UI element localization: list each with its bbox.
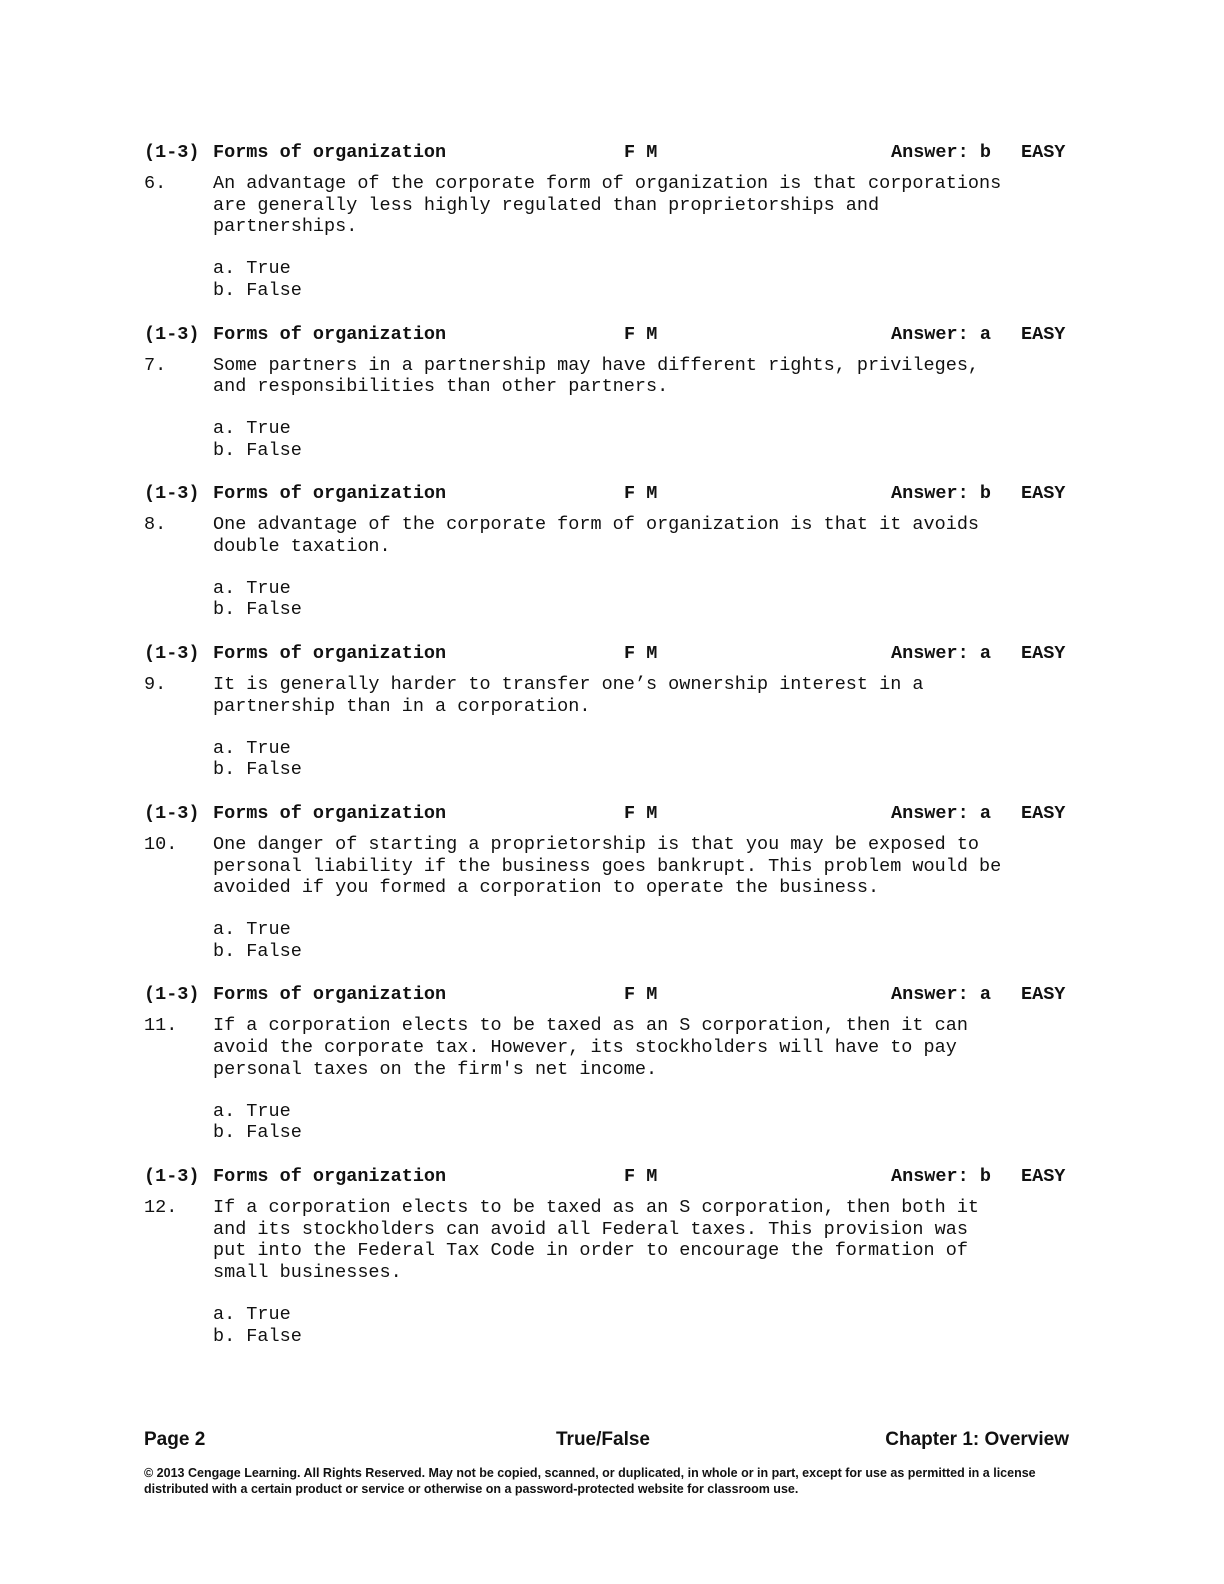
question-topic: Forms of organization <box>213 984 447 1006</box>
question-item <box>144 481 1074 621</box>
question-level: F M <box>624 483 658 505</box>
question-options <box>213 1304 1074 1347</box>
question-section: (1-3) <box>144 984 200 1006</box>
question-number: 8. <box>144 514 167 536</box>
question-number: 11. <box>144 1015 178 1037</box>
question-answer: Answer: a <box>891 984 991 1006</box>
question-options <box>213 1101 1074 1144</box>
question-text: An advantage of the corporate form of organization is that corporations are generally less highly regulated than proprietorships and partnerships. <box>213 173 1002 238</box>
option-false: b. False <box>213 1122 302 1144</box>
question-section: (1-3) <box>144 802 200 824</box>
option-true: a. True <box>213 577 291 599</box>
option-false: b. False <box>213 599 302 621</box>
question-level: F M <box>624 643 658 665</box>
question-item <box>144 982 1074 1144</box>
question-item <box>144 641 1074 781</box>
question-answer: Answer: a <box>891 323 991 345</box>
question-header <box>144 641 1074 667</box>
question-difficulty: EASY <box>1021 323 1066 345</box>
question-answer: Answer: b <box>891 142 991 163</box>
page-number: Page 2 <box>144 1429 206 1450</box>
question-header <box>144 140 1074 166</box>
option-false: b. False <box>213 1325 302 1347</box>
question-topic: Forms of organization <box>213 1165 447 1187</box>
question-section: (1-3) <box>144 643 200 665</box>
question-level: F M <box>624 142 658 163</box>
option-true: a. True <box>213 417 291 439</box>
question-body <box>144 173 1074 238</box>
question-item <box>144 801 1074 963</box>
question-options <box>213 418 1074 461</box>
option-true: a. True <box>213 1303 291 1325</box>
copyright-notice: © 2013 Cengage Learning. All Rights Reserved. May not be copied, scanned, or duplicated, in whole or in part, except for use as permitted in a license distributed with a certain product or service or otherwise on a password-protected website for classroom use. <box>144 1466 1036 1496</box>
question-header <box>144 481 1074 507</box>
question-number: 7. <box>144 354 167 376</box>
question-text: One danger of starting a proprietorship is that you may be exposed to personal liability if the business goes bankrupt. This problem would be avoided if you formed a corporation to operate the business. <box>213 833 1002 899</box>
question-item <box>144 1164 1074 1347</box>
question-answer: Answer: a <box>891 802 991 824</box>
question-difficulty: EASY <box>1021 984 1066 1006</box>
question-level: F M <box>624 984 658 1006</box>
question-topic: Forms of organization <box>213 323 447 345</box>
question-text: It is generally harder to transfer one’s ownership interest in a partnership than in a corporation. <box>213 674 924 717</box>
question-number: 10. <box>144 833 178 855</box>
question-text: If a corporation elects to be taxed as an S corporation, then it can avoid the corporate tax. However, its stockholders will have to pay personal taxes on the firm's net income. <box>213 1015 968 1080</box>
question-section: (1-3) <box>144 1165 200 1187</box>
question-difficulty: EASY <box>1021 483 1066 505</box>
question-number: 9. <box>144 674 167 696</box>
question-item <box>144 140 1074 302</box>
question-options <box>213 578 1074 621</box>
question-topic: Forms of organization <box>213 142 447 163</box>
question-topic: Forms of organization <box>213 643 447 665</box>
question-item <box>144 322 1074 462</box>
question-options <box>213 258 1074 301</box>
option-true: a. True <box>213 919 291 941</box>
section-name: True/False <box>556 1429 650 1450</box>
question-body <box>144 674 1074 717</box>
question-header <box>144 982 1074 1008</box>
question-level: F M <box>624 323 658 345</box>
question-level: F M <box>624 1165 658 1187</box>
option-false: b. False <box>213 439 302 461</box>
question-difficulty: EASY <box>1021 802 1066 824</box>
question-text: One advantage of the corporate form of organization is that it avoids double taxation. <box>213 514 980 558</box>
question-difficulty: EASY <box>1021 142 1066 163</box>
question-number: 6. <box>144 173 167 194</box>
question-header <box>144 322 1074 348</box>
question-text: If a corporation elects to be taxed as an S corporation, then both it and its stockholders can avoid all Federal taxes. This provision was put into the Federal Tax Code in order to encourage the formation of small businesses. <box>213 1196 980 1284</box>
question-body <box>144 514 1074 557</box>
page-footer <box>144 1429 1069 1455</box>
question-body <box>144 1015 1074 1080</box>
question-body <box>144 1197 1074 1284</box>
question-section: (1-3) <box>144 483 200 505</box>
chapter-title: Chapter 1: Overview <box>885 1429 1069 1450</box>
question-number: 12. <box>144 1196 178 1218</box>
option-true: a. True <box>213 258 291 280</box>
question-difficulty: EASY <box>1021 1165 1066 1187</box>
question-section: (1-3) <box>144 323 200 345</box>
question-options <box>213 919 1074 962</box>
question-difficulty: EASY <box>1021 643 1066 665</box>
question-answer: Answer: b <box>891 1165 991 1187</box>
question-topic: Forms of organization <box>213 802 447 824</box>
question-header <box>144 801 1074 827</box>
option-false: b. False <box>213 759 302 781</box>
option-true: a. True <box>213 1100 291 1122</box>
question-list <box>144 140 1074 1367</box>
question-topic: Forms of organization <box>213 483 447 505</box>
option-true: a. True <box>213 737 291 759</box>
question-body <box>144 355 1074 398</box>
question-answer: Answer: a <box>891 643 991 665</box>
option-false: b. False <box>213 940 302 962</box>
question-options <box>213 738 1074 781</box>
question-text: Some partners in a partnership may have different rights, privileges, and responsibilities than other partners. <box>213 354 980 398</box>
question-section: (1-3) <box>144 142 200 163</box>
question-level: F M <box>624 802 658 824</box>
question-header <box>144 1164 1074 1190</box>
question-body <box>144 834 1074 899</box>
question-answer: Answer: b <box>891 483 991 505</box>
option-false: b. False <box>213 279 302 301</box>
